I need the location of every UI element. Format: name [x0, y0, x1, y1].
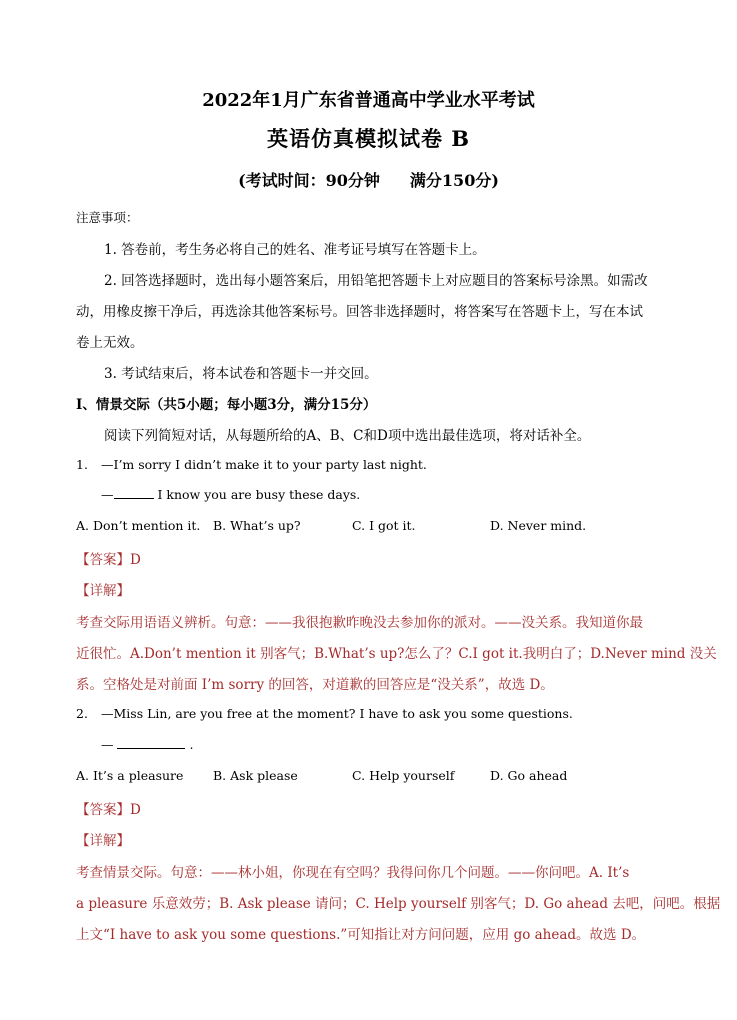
option-c: C. I got it. [352, 518, 416, 533]
option-c: C. Help yourself [352, 768, 455, 783]
question-1-answer: 【答案】D [76, 552, 141, 568]
full-score: 满分150分) [409, 171, 499, 190]
notes-item-3: 3. 考试结束后，将本试卷和答题卡一并交回。 [104, 366, 378, 382]
dash: — [101, 487, 114, 502]
question-1-number: 1. [76, 457, 88, 472]
question-1-explanation-3: 系。空格处是对前面 I’m sorry 的回答，对道歉的回答应是“没关系”，故选 D。 [76, 677, 554, 693]
answer-blank [117, 738, 185, 749]
notes-item-2-line-2: 动，用橡皮擦干净后，再选涂其他答案标号。回答非选择题时，将答案写在答题卡上，写在本试 [76, 304, 643, 320]
question-1-reply [101, 487, 360, 502]
exam-subtitle: 英语仿真模拟试卷 B [266, 126, 471, 151]
exam-info [0, 168, 737, 191]
notes-item-2-line-3: 卷上无效。 [76, 335, 144, 351]
option-d: D. Go ahead [490, 768, 568, 783]
question-2-number: 2. [76, 706, 88, 721]
option-a: A. Don’t mention it. [76, 518, 201, 533]
option-b: B. What’s up? [213, 518, 301, 533]
question-2-answer: 【答案】D [76, 802, 141, 818]
option-b: B. Ask please [213, 768, 298, 783]
question-1-detail-label: 【详解】 [76, 583, 130, 599]
reply-period: . [189, 737, 194, 752]
exam-title: 2022年1月广东省普通高中学业水平考试 [202, 90, 535, 111]
question-2-options [0, 768, 737, 786]
question-2-prompt: —Miss Lin, are you free at the moment? I have to ask you some questions. [101, 706, 573, 721]
exam-time: (考试时间：90分钟 [238, 171, 380, 190]
dash: — [101, 737, 114, 752]
question-2-detail-label: 【详解】 [76, 833, 130, 849]
question-2-explanation-2: a pleasure 乐意效劳；B. Ask please 请问；C. Help yourself 别客气；D. Go ahead 去吧，问吧。根据 [76, 896, 721, 912]
question-1-prompt: —I’m sorry I didn’t make it to your party last night. [101, 457, 427, 472]
question-2-explanation-1: 考查情景交际。句意：——林小姐，你现在有空吗？我得问你几个问题。——你问吧。A. It’s [76, 865, 630, 881]
option-a: A. It’s a pleasure [76, 768, 184, 783]
question-1-explanation-1: 考查交际用语语义辨析。句意：——我很抱歉昨晚没去参加你的派对。——没关系。我知道你最 [76, 615, 643, 631]
question-1-explanation-2: 近很忙。A.Don’t mention it 别客气；B.What’s up?怎么了？C.I got it.我明白了；D.Never mind 没关 [76, 646, 717, 662]
notes-item-1: 1. 答卷前，考生务必将自己的姓名、准考证号填写在答题卡上。 [104, 242, 486, 258]
notes-heading: 注意事项： [76, 210, 139, 225]
notes-item-2-line-1: 2. 回答选择题时，选出每小题答案后，用铅笔把答题卡上对应题目的答案标号涂黑。如需改 [104, 273, 648, 289]
question-2-explanation-3: 上文“I have to ask you some questions.”可知指让对方问问题，应用 go ahead。故选 D。 [76, 927, 646, 943]
option-d: D. Never mind. [490, 518, 587, 533]
answer-blank [114, 488, 154, 499]
question-2-reply [101, 737, 193, 752]
section-heading: I、情景交际（共5小题；每小题3分，满分15分） [76, 397, 377, 413]
section-instruction: 阅读下列简短对话，从每题所给的A、B、C和D项中选出最佳选项，将对话补全。 [104, 428, 591, 444]
reply-text: I know you are busy these days. [153, 487, 361, 502]
question-1-options [0, 518, 737, 536]
